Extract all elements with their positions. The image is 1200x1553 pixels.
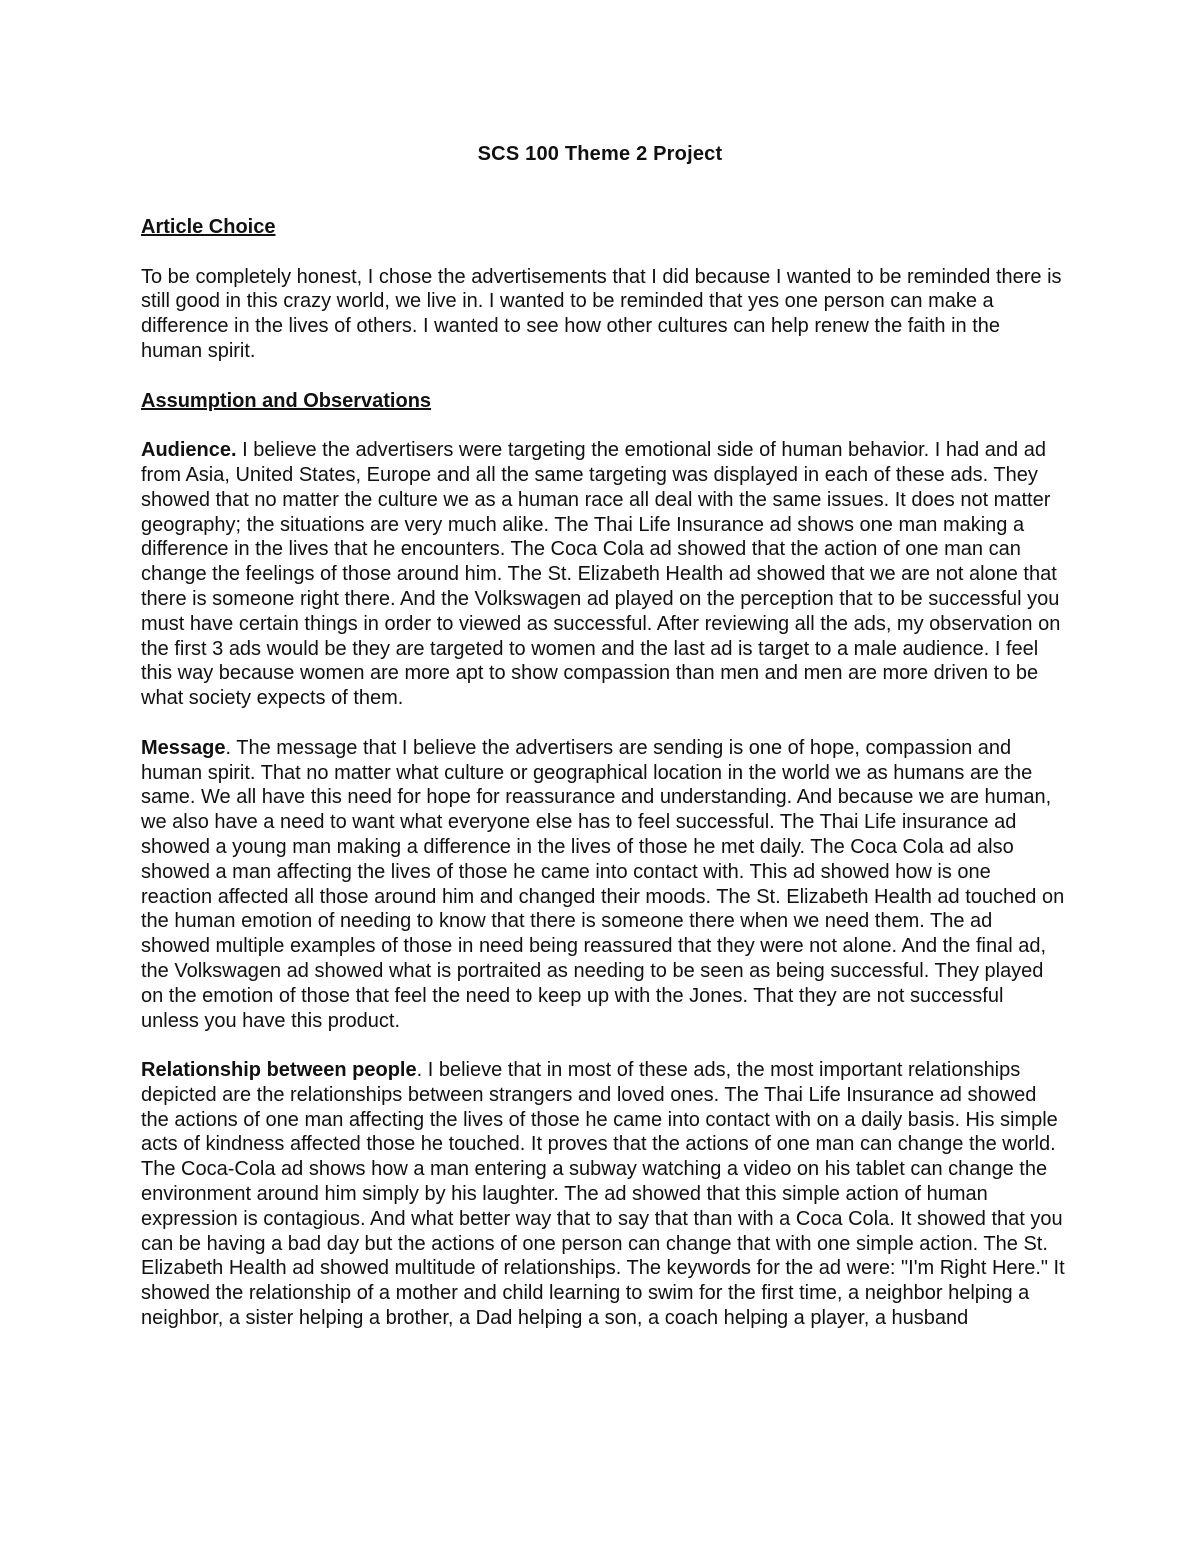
message-text: . The message that I believe the advertisers are sending is one of hope, compassion and human spirit. That no matter what culture or geographical location in the world we as humans are the same. We all have this need for hope for reassurance and understanding. And because we are human, we also have a need to want what everyone else has to feel successful. The Thai Life insurance ad showed a young man making a difference in the lives of those he met daily. The Coca Cola ad also showed a man affecting the lives of those he came into contact with. This ad showed how is one reaction affected all those around him and changed their moods. The St. Elizabeth Health ad touched on the human emotion of needing to know that there is someone there when we need them. The ad showed multiple examples of those in need being reassured that they were not alone. And the final ad, the Volkswagen ad showed what is portraited as needing to be seen as being successful. They played on the emotion of those that feel the need to keep up with the Jones. That they are not successful unless you have this product. (141, 736, 1065, 1032)
message-paragraph (141, 736, 1066, 1034)
section-heading-article-choice: Article Choice (141, 216, 276, 238)
document-content (141, 215, 1066, 1356)
relationship-label: Relationship between people (141, 1059, 417, 1082)
audience-paragraph (141, 438, 1066, 711)
message-label: Message (141, 736, 226, 759)
article-choice-paragraph: To be completely honest, I chose the advertisements that I did because I wanted to be reminded there is still good in this crazy world, we live in. I wanted to be reminded that yes one person can make a difference in the lives of others. I wanted to see how other cultures can help renew the faith in the human spirit. (141, 265, 1062, 362)
relationship-paragraph (141, 1058, 1066, 1331)
audience-text: I believe the advertisers were targeting the emotional side of human behavior. I had and ad from Asia, United States, Europe and all the same targeting was displayed in each of these ads. They showed that no matter the culture we as a human race all deal with the same issues. It does not matter geography; the situations are very much alike. The Thai Life Insurance ad shows one man making a difference in the lives that he encounters. The Coca Cola ad showed that the action of one man can change the feelings of those around him. The St. Elizabeth Health ad showed that we are not alone that there is someone right there. And the Volkswagen ad played on the perception that to be successful you must have certain things in order to viewed as successful. After reviewing all the ads, my observation on the first 3 ads would be they are targeted to women and the last ad is target to a male audience. I feel this way because women are more apt to show compassion than men and men are more driven to be what society expects of them. (141, 439, 1061, 710)
relationship-text: . I believe that in most of these ads, the most important relationships depicted are the relationships between strangers and loved ones. The Thai Life Insurance ad showed the actions of one man affecting the lives of those he came into contact with on a daily basis. His simple acts of kindness affected those he touched. It proves that the actions of one man can change the world. The Coca-Cola ad shows how a man entering a subway watching a video on his tablet can change the environment around him simply by his laughter. The ad showed that this simple action of human expression is contagious. And what better way that to say that than with a Coca Cola. It showed that you can be having a bad day but the actions of one person can change that with one simple action. The St. Elizabeth Health ad showed multitude of relationships. The keywords for the ad were: "I'm Right Here." It showed the relationship of a mother and child learning to swim for the first time, a neighbor helping a neighbor, a sister helping a brother, a Dad helping a son, a coach helping a player, a husband (141, 1059, 1065, 1330)
document-title: SCS 100 Theme 2 Project (477, 143, 723, 165)
section-heading-assumptions: Assumption and Observations (141, 389, 432, 412)
audience-label: Audience. (141, 439, 237, 462)
